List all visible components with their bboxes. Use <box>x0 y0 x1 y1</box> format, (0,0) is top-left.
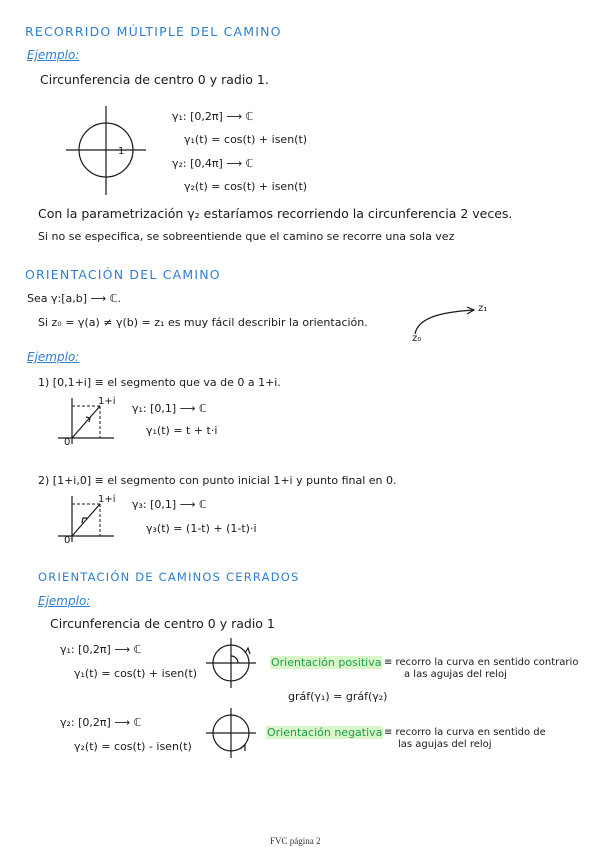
negative-orientation-desc-2: las agujas del reloj <box>398 739 492 750</box>
example1-definition: γ₁: [0,1] ⟶ ℂ <box>132 402 207 415</box>
positive-orientation-desc-2: a las agujas del reloj <box>404 669 507 680</box>
example3-intro: Circunferencia de centro 0 y radio 1 <box>50 616 275 631</box>
example-label-3: Ejemplo: <box>38 594 91 608</box>
endpoint-condition: Si z₀ = γ(a) ≠ γ(b) = z₁ es muy fácil describir la orientación. <box>38 316 368 329</box>
example2-equation: γ₃(t) = (1-t) + (1-t)·i <box>146 522 257 535</box>
closed-gamma2-definition: γ₂: [0,2π] ⟶ ℂ <box>60 716 142 729</box>
gamma1-equation: γ₁(t) = cos(t) + isen(t) <box>184 133 308 146</box>
closed-gamma2-equation: γ₂(t) = cos(t) - isen(t) <box>74 740 192 753</box>
section-title-orientacion: ORIENTACIÓN DEL CAMINO <box>25 267 221 282</box>
example1-point-label: 1+i <box>98 396 116 407</box>
circle-diagram <box>66 103 146 197</box>
graph-equality: gráf(γ₁) = gráf(γ₂) <box>288 690 388 703</box>
example2-origin-label: 0 <box>64 535 71 546</box>
note-two-laps: Con la parametrización γ₂ estaríamos recorriendo la circunferencia 2 veces. <box>38 206 513 221</box>
circle-negative-diagram <box>204 706 258 760</box>
endpoint-z0-label: z₀ <box>412 333 422 344</box>
section-title-cerrados: ORIENTACIÓN DE CAMINOS CERRADOS <box>38 570 300 584</box>
positive-orientation-label: Orientación positiva <box>271 656 382 669</box>
gamma2-definition: γ₂: [0,4π] ⟶ ℂ <box>172 157 254 170</box>
example-intro: Circunferencia de centro 0 y radio 1. <box>40 72 269 87</box>
example2-point-label: 1+i <box>98 494 116 505</box>
closed-gamma1-equation: γ₁(t) = cos(t) + isen(t) <box>74 667 198 680</box>
page-footer: FVC página 2 <box>270 836 321 846</box>
closed-gamma1-definition: γ₁: [0,2π] ⟶ ℂ <box>60 643 142 656</box>
section-title-recorrido: RECORRIDO MÚLTIPLE DEL CAMINO <box>25 24 282 39</box>
gamma2-equation: γ₂(t) = cos(t) + isen(t) <box>184 180 308 193</box>
endpoint-z1-label: z₁ <box>478 303 488 314</box>
example1-title: 1) [0,1+i] ≡ el segmento que va de 0 a 1+i. <box>38 376 281 389</box>
example1-equation: γ₁(t) = t + t·i <box>146 424 218 437</box>
negative-orientation-label: Orientación negativa <box>267 726 383 739</box>
note-single-lap: Si no se especifica, se sobreentiende que el camino se recorre una sola vez <box>38 230 455 243</box>
negative-orientation-desc: ≡ recorro la curva en sentido de <box>384 727 546 738</box>
example2-title: 2) [1+i,0] ≡ el segmento con punto inicial 1+i y punto final en 0. <box>38 474 397 487</box>
circle-positive-diagram <box>204 636 258 690</box>
example2-definition: γ₃: [0,1] ⟶ ℂ <box>132 498 207 511</box>
gamma1-definition: γ₁: [0,2π] ⟶ ℂ <box>172 110 254 123</box>
radius-label: 1 <box>118 146 125 157</box>
example-label: Ejemplo: <box>27 48 80 62</box>
example-label-2: Ejemplo: <box>27 350 80 364</box>
example1-origin-label: 0 <box>64 437 71 448</box>
positive-orientation-desc: ≡ recorro la curva en sentido contrario <box>384 657 579 668</box>
path-definition: Sea γ:[a,b] ⟶ ℂ. <box>27 292 121 305</box>
